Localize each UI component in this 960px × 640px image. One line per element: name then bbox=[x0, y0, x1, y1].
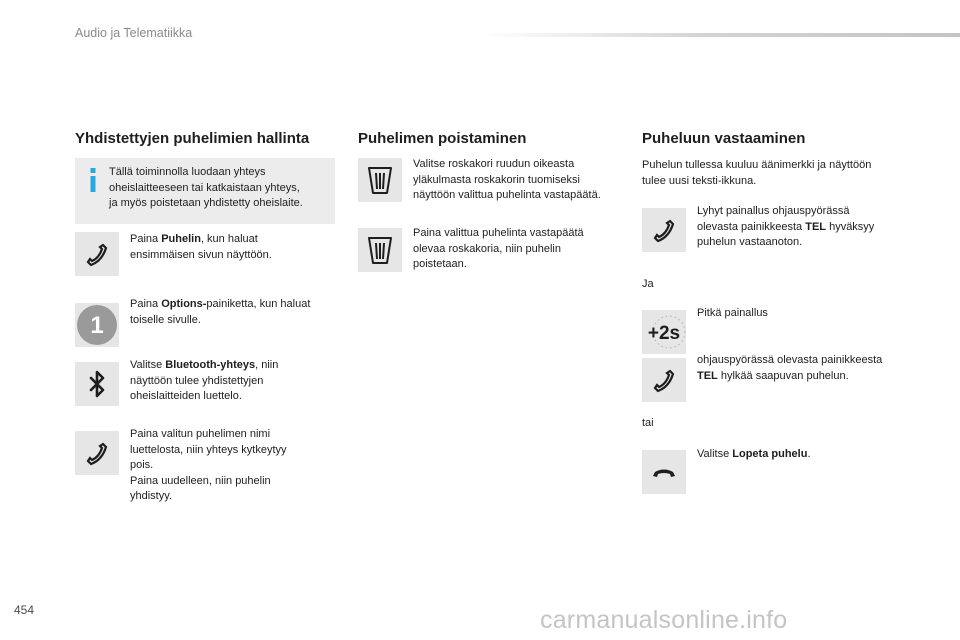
press-2s-icon bbox=[642, 310, 686, 354]
svg-text:+2s: +2s bbox=[647, 323, 681, 344]
step-end-call: Valitse Lopeta puhelu. bbox=[697, 448, 811, 460]
info-text: Tällä toiminnolla luodaan yhteys oheislaitteeseen tai katkaistaan yhteys, ja myös poistetaan yhdistetty oheislaite. bbox=[109, 166, 303, 209]
connector-tai: tai bbox=[642, 417, 654, 429]
section-title-answer-call: Puheluun vastaaminen bbox=[642, 130, 806, 147]
phone-handset-icon bbox=[75, 232, 119, 276]
step-bluetooth: Valitse Bluetooth-yhteys, niin näyttöön tulee yhdistettyjen oheislaitteiden luettelo. bbox=[130, 359, 279, 402]
step-select-phone: Paina valitun puhelimen nimi luettelosta, niin yhteys kytkeytyy pois. Paina uudelleen, niin puhelin yhdistyy. bbox=[130, 428, 287, 502]
section-title-delete-phone: Puhelimen poistaminen bbox=[358, 130, 527, 147]
phone-handset-icon bbox=[75, 431, 119, 475]
hang-up-icon bbox=[642, 450, 686, 494]
step-reject: ohjauspyörässä olevasta painikkeesta TEL hylkää saapuvan puhelun. bbox=[697, 354, 883, 382]
header-title: Audio ja Telematiikka bbox=[75, 26, 193, 40]
step-trash-press: Paina valittua puhelinta vastapäätä olevaa roskakoria, niin puhelin poistetaan. bbox=[413, 227, 584, 270]
step-short-press: Lyhyt painallus ohjauspyörässä olevasta painikkeesta TEL hyväksyy puhelun vastaanoton. bbox=[697, 205, 875, 248]
connector-ja: Ja bbox=[642, 278, 654, 290]
number-one-icon bbox=[75, 303, 119, 347]
step-long-press: Pitkä painallus bbox=[697, 307, 768, 319]
header-divider bbox=[484, 33, 960, 37]
step-puhelin: Paina Puhelin, kun haluat ensimmäisen sivun näyttöön. bbox=[130, 233, 272, 261]
phone-handset-icon bbox=[642, 208, 686, 252]
step-options: Paina Options-painiketta, kun haluat toiselle sivulle. bbox=[130, 298, 311, 326]
bluetooth-icon bbox=[75, 362, 119, 406]
phone-handset-icon bbox=[642, 358, 686, 402]
info-icon bbox=[87, 168, 99, 192]
step-trash-select: Valitse roskakori ruudun oikeasta yläkulmasta roskakorin tuomiseksi näyttöön valittua puhelinta vastapäätä. bbox=[413, 158, 601, 201]
trash-icon bbox=[358, 158, 402, 202]
svg-text:1: 1 bbox=[90, 312, 104, 339]
answer-intro: Puhelun tullessa kuuluu äänimerkki ja näyttöön tulee uusi teksti-ikkuna. bbox=[642, 159, 872, 187]
info-box bbox=[75, 158, 335, 224]
watermark: carmanualsonline.info bbox=[540, 606, 788, 634]
page-number: 454 bbox=[14, 603, 35, 617]
section-title-manage-phones: Yhdistettyjen puhelimien hallinta bbox=[75, 130, 310, 147]
trash-icon bbox=[358, 228, 402, 272]
